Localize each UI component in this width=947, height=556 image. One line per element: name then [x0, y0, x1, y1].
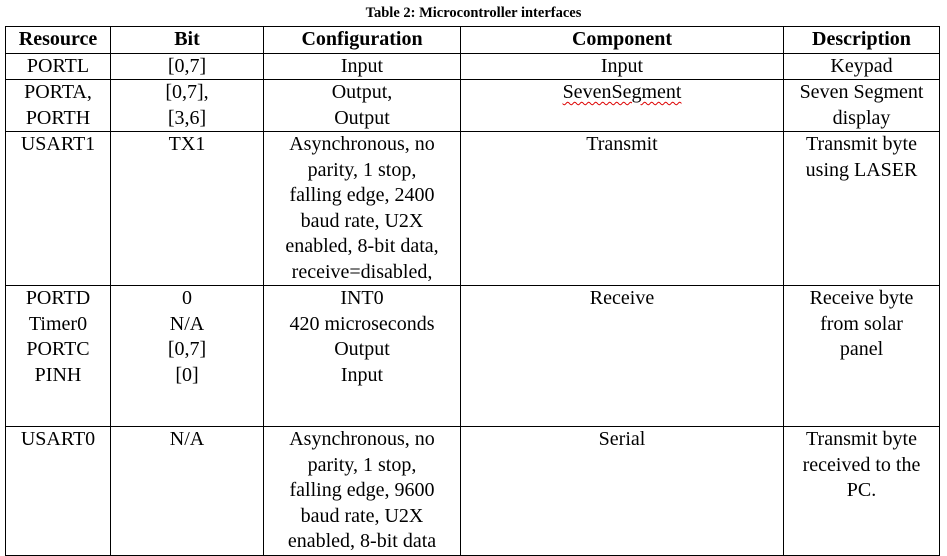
cell-configuration	[264, 53, 461, 80]
header-bit: Bit	[111, 27, 264, 54]
cell-line: INT0	[340, 287, 384, 309]
cell-line: Input	[600, 54, 644, 77]
cell-line: falling edge, 9600	[289, 479, 435, 501]
cell-line: Input	[340, 363, 384, 386]
cell-line: from solar	[820, 312, 903, 335]
cell-line: [0,7]	[167, 54, 207, 77]
cell-resource	[6, 427, 111, 556]
cell-description	[784, 132, 940, 286]
cell-line: Input	[340, 54, 384, 77]
cell-line: falling edge, 2400	[289, 184, 435, 206]
cell-line: [3,6]	[167, 106, 207, 129]
header-resource: Resource	[6, 27, 111, 54]
cell-line: 0	[182, 287, 192, 309]
cell-bit	[111, 53, 264, 80]
cell-line: 420 microseconds	[289, 312, 435, 335]
cell-line: Transmit byte	[806, 428, 917, 450]
cell-bit	[111, 80, 264, 132]
cell-component	[461, 427, 784, 556]
header-description: Description	[784, 27, 940, 54]
cell-line: Receive	[589, 287, 655, 309]
cell-component	[461, 286, 784, 427]
header-configuration: Configuration	[264, 27, 461, 54]
cell-line: panel	[839, 338, 884, 360]
cell-line: N/A	[169, 312, 205, 335]
cell-bit	[111, 286, 264, 427]
cell-line: PORTC	[26, 338, 90, 360]
cell-resource	[6, 286, 111, 427]
cell-line: using LASER	[805, 158, 918, 181]
cell-line: PORTD	[25, 287, 91, 309]
cell-resource	[6, 132, 111, 286]
cell-line: Receive byte	[809, 287, 914, 309]
cell-line: baud rate, U2X	[300, 209, 424, 232]
cell-line: Output	[334, 106, 390, 129]
cell-line: [0,7]	[167, 338, 207, 360]
cell-line: Transmit byte	[806, 133, 917, 155]
cell-resource	[6, 53, 111, 80]
cell-line: Keypad	[830, 54, 893, 77]
cell-component	[461, 132, 784, 286]
cell-configuration	[264, 132, 461, 286]
table-row	[6, 286, 940, 427]
cell-configuration	[264, 286, 461, 427]
cell-line: parity, 1 stop,	[307, 453, 417, 476]
cell-line: enabled, 8-bit data,	[285, 235, 439, 257]
cell-line: receive=disabled,	[291, 260, 433, 283]
cell-bit	[111, 132, 264, 286]
microcontroller-interfaces-table	[5, 26, 940, 556]
cell-component	[461, 53, 784, 80]
cell-line: PC.	[846, 479, 877, 501]
cell-description	[784, 80, 940, 132]
cell-line: baud rate, U2X	[300, 504, 424, 527]
header-component: Component	[461, 27, 784, 54]
cell-line: N/A	[169, 428, 205, 450]
cell-line: Seven Segment	[799, 81, 924, 103]
cell-line: display	[832, 106, 891, 129]
table-row	[6, 80, 940, 132]
cell-description	[784, 427, 940, 556]
cell-bit	[111, 427, 264, 556]
cell-line: USART1	[20, 133, 96, 155]
cell-line: enabled, 8-bit data	[287, 530, 437, 552]
cell-line: PORTA,	[24, 81, 92, 103]
cell-line: [0]	[175, 363, 199, 386]
cell-resource	[6, 80, 111, 132]
cell-description	[784, 53, 940, 80]
header-row	[6, 27, 940, 54]
cell-line: Output,	[331, 81, 393, 103]
table-row	[6, 53, 940, 80]
cell-configuration	[264, 427, 461, 556]
cell-line: USART0	[20, 428, 96, 450]
cell-line: parity, 1 stop,	[307, 158, 417, 181]
cell-line: received to the	[802, 453, 921, 476]
cell-line: PORTH	[25, 106, 91, 129]
cell-line: Output	[334, 338, 390, 360]
cell-line: TX1	[168, 133, 206, 155]
table-row	[6, 427, 940, 556]
cell-description	[784, 286, 940, 427]
table-caption: Table 2: Microcontroller interfaces	[365, 5, 582, 21]
cell-component	[461, 80, 784, 132]
table-row	[6, 132, 940, 286]
cell-configuration	[264, 80, 461, 132]
cell-line: Serial	[598, 428, 646, 450]
cell-line: SevenSegment	[562, 81, 682, 103]
cell-line: PORTL	[26, 54, 90, 77]
cell-line: Asynchronous, no	[289, 133, 435, 155]
cell-line: Transmit	[586, 133, 658, 155]
cell-line: Asynchronous, no	[289, 428, 435, 450]
cell-line: [0,7],	[165, 81, 209, 103]
cell-line: PINH	[34, 363, 82, 386]
cell-line: Timer0	[28, 312, 88, 335]
